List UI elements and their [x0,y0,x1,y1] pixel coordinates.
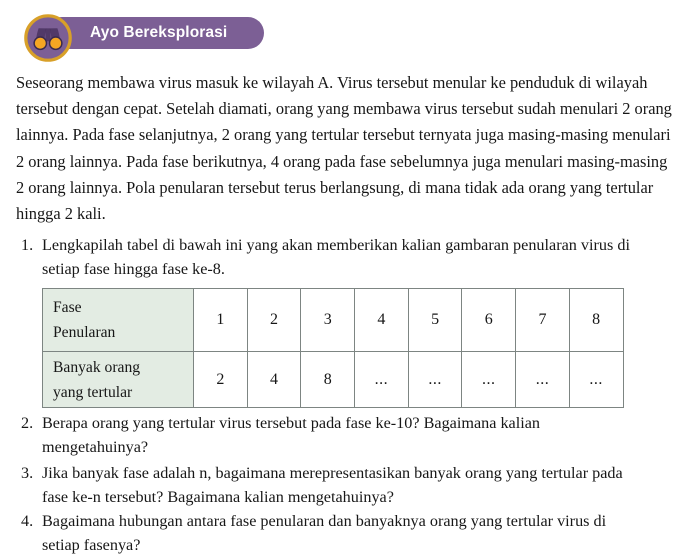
phase-cell-7: 7 [516,289,570,352]
question-item-4 [16,510,636,557]
phase-cell-4: 4 [355,289,409,352]
question-text: Jika banyak fase adalah n, bagaimana merepresentasikan banyak orang yang tertular pada fase ke-n tersebut? Bagaimana kalian mengetahuinya? [42,464,623,506]
phase-cell-5: 5 [408,289,462,352]
row-header-infected-line1: Banyak orang [53,358,141,376]
question-text: Bagaimana hubungan antara fase penularan dan banyaknya orang yang tertular virus di setiap fasenya? [42,512,607,554]
row-header-phase [43,289,194,352]
row-header-phase-line2: Penularan [53,324,116,341]
phase-cell-8: 8 [569,289,623,352]
infected-cell-5[interactable]: ... [408,352,462,408]
question-number: 1. [21,236,34,254]
question-number: 4. [21,512,34,530]
infected-cell-2[interactable]: 4 [247,352,301,408]
row-header-infected-line2: yang tertular [53,383,133,401]
question-item-1 [16,234,636,281]
question-item-2 [16,412,636,459]
phase-cell-3: 3 [301,289,355,352]
question-number: 3. [21,464,34,482]
virus-spread-table [42,288,624,408]
row-header-infected [43,352,194,408]
binoculars-icon [24,14,72,62]
badge-pill [46,17,264,49]
table-row-phase [43,289,624,352]
phase-cell-1: 1 [194,289,248,352]
table-row-infected [43,352,624,408]
infected-cell-6[interactable]: ... [462,352,516,408]
infected-cell-4[interactable]: ... [355,352,409,408]
infected-cell-3[interactable]: 8 [301,352,355,408]
infected-cell-1[interactable]: 2 [194,352,248,408]
infected-cell-8[interactable]: ... [569,352,623,408]
question-number: 2. [21,414,34,432]
phase-cell-2: 2 [247,289,301,352]
question-text: Lengkapilah tabel di bawah ini yang akan memberikan kalian gambaran penularan virus di setiap fase hingga fase ke-8. [42,236,630,278]
intro-paragraph: Seseorang membawa virus masuk ke wilayah A. Virus tersebut menular ke penduduk di wilayah tersebut dengan cepat. Setelah diamati, orang yang membawa virus tersebut sudah menulari 2 orang lainnya. Pada fase selanjutnya, 2 orang yang tertular tersebut ternyata juga masing-masing menulari 2 orang lainnya. Pada fase berikutnya, 4 orang pada fase sebelumnya juga menulari masing-masing 2 orang lainnya. Pola penularan tersebut terus berlangsung, di mana tidak ada orang yang tertular hingga 2 kali. [16,73,672,224]
infected-cell-7[interactable]: ... [516,352,570,408]
row-header-phase-line1: Fase [53,299,82,316]
phase-cell-6: 6 [462,289,516,352]
badge-label: Ayo Bereksplorasi [90,24,228,41]
question-text: Berapa orang yang tertular virus tersebut pada fase ke-10? Bagaimana kalian mengetahuinya? [42,414,541,456]
question-item-3 [16,462,636,509]
